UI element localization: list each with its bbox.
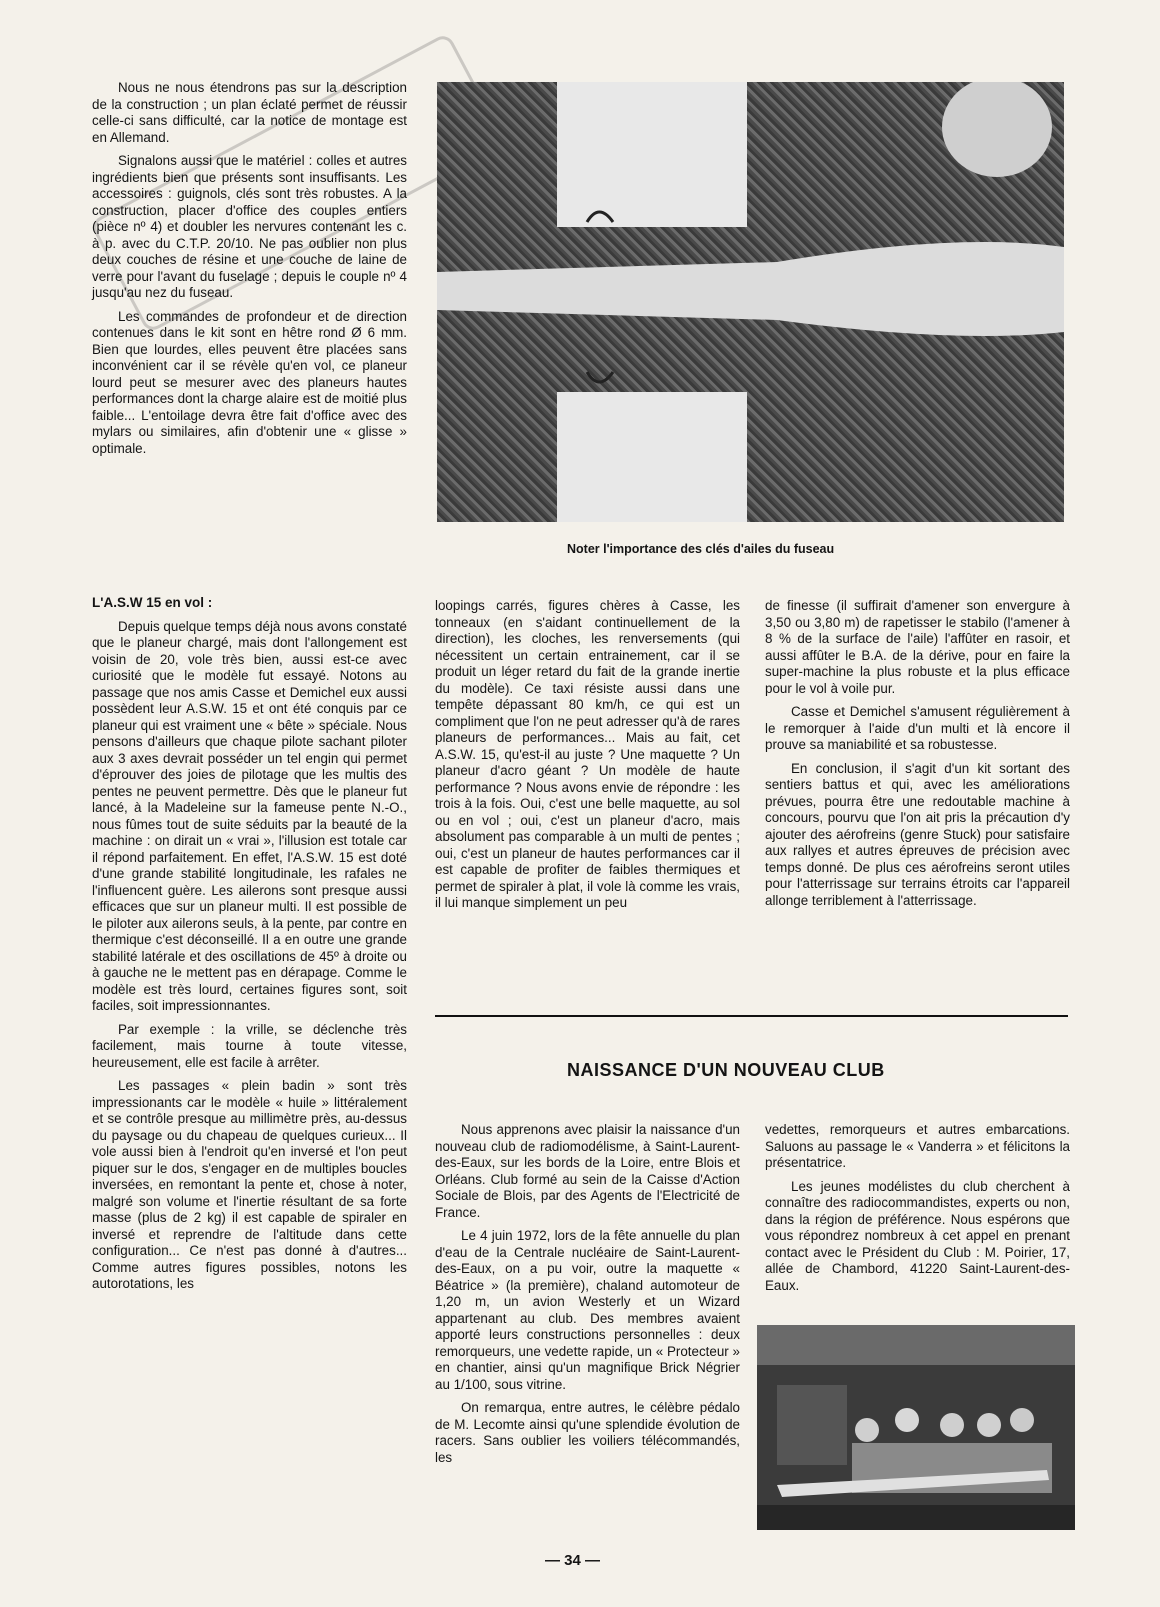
club-column-2 bbox=[765, 1122, 1070, 1301]
club-photo-illustration bbox=[757, 1325, 1075, 1530]
paragraph: Depuis quelque temps déjà nous avons constaté que le planeur chargé, mais dont l'allongement est voisin de 20, vole très bien, aussi est-ce avec curiosité que le modèle fut essayé. Notons au passage que nos amis Casse et Demichel eux aussi possèdent leur A.S.W. 15 et ont été conquis par ce planeur qui est vraiment une « bête » spéciale. Nous pensons d'ailleurs que chaque pilote sachant piloter aux 3 axes devrait posséder un tel engin qui permet d'éprouver des joies de pilotage que les multis des pentes ne peuvent permettre. Dès que le planeur fut lancé, à la Madeleine sur la fameuse pente N.-O., nous fûmes tout de suite séduits par la beauté de la machine : on dirait un « vrai », l'illusion est totale car il répond parfaitement. En effet, l'A.S.W. 15 est doté d'une grande stabilité longitudinale, les rafales ne l'influencent guère. Les ailerons sont presque aussi efficaces que sur un planeur multi. Il est possible de le piloter aux ailerons seuls, à la pente, par contre en thermique c'est déconseillé. Il a en outre une grande stabilité latérale et des oscillations de 45º à droite ou à gauche ne le mettent pas en dérapage. Comme le modèle est très lourd, certaines figures sont, soit faciles, soit impressionnantes. bbox=[92, 618, 407, 1013]
paragraph: Par exemple : la vrille, se déclenche très facilement, mais tourne à toute vitesse, heureusement, elle est facile à arrêter. bbox=[92, 1021, 407, 1070]
paragraph: Nous apprenons avec plaisir la naissance d'un nouveau club de radiomodélisme, à Saint-Laurent-des-Eaux, sur les bords de la Loire, entre Blois et Orléans. Club formé au sein de la Caisse d'Action Sociale de Blois, par des Agents de l'Electricité de France. bbox=[435, 1122, 740, 1220]
column-1-top bbox=[92, 80, 407, 464]
section-title: NAISSANCE D'UN NOUVEAU CLUB bbox=[567, 1060, 885, 1080]
column-3 bbox=[765, 598, 1070, 916]
paragraph: loopings carrés, figures chères à Casse, les tonneaux (en s'aidant continuellement de la direction), les cloches, les renversements (qui nécessitent un certain entrainement, car il se produit un léger retard du fait de la grande inertie du modèle). Ce taxi résiste aussi dans une tempête dépassant 80 km/h, ce qui est un compliment que l'on ne peut adresser qu'à de rares planeurs de performances... Mais au fait, cet A.S.W. 15, qu'est-il au juste ? Une maquette ? Un planeur d'acro géant ? Un modèle de haute performance ? Nous avons envie de répondre : les trois à la fois. Oui, c'est une belle maquette, au sol ou en vol ; oui, c'est un planeur d'acro, mais absolument pas comparable à un multi de pentes ; oui, c'est un planeur de hautes performances car il est capable de profiter de faibles thermiques et permet de spiraler à plat, il vole là comme les vrais, il lui manque simplement un peu bbox=[435, 598, 740, 910]
paragraph: Les jeunes modélistes du club cherchent à connaître des radiocommandistes, experts ou non, dans la région de préférence. Nous espérons que vous répondrez nombreux à cet appel en prenant contact avec le Président du Club : M. Poirier, 17, allée de Chambord, 41220 Saint-Laurent-des-Eaux. bbox=[765, 1178, 1070, 1293]
club-members-photo bbox=[757, 1325, 1075, 1530]
paragraph: de finesse (il suffirait d'amener son envergure à 3,50 ou 3,80 m) de rapetisser le stabilo (l'amener à 8 % de la surface de l'aile) l'affûter en rasoir, et aussi affûter le B.A. de la dérive, pour en faire la super-machine la plus robuste et la plus efficace pour le vol à voile pur. bbox=[765, 598, 1070, 696]
paragraph: On remarqua, entre autres, le célèbre pédalo de M. Lecomte ainsi qu'une splendide évolution de racers. Sans oublier les voiliers télécommandés, les bbox=[435, 1400, 740, 1465]
paragraph: Signalons aussi que le matériel : colles et autres ingrédients bien que présents sont insuffisants. Les accessoires : guignols, clés sont très robustes. A la construction, placer d'office des couples entiers (pièce nº 4) et doubler les nervures contenant les c. à p. avec du C.T.P. 20/10. Ne pas oublier non plus deux couches de résine et une couche de laine de verre pour l'avant du fuselage ; depuis le couple nº 4 jusqu'au nez du fuseau. bbox=[92, 153, 407, 300]
photo-caption: Noter l'importance des clés d'ailes du fuseau bbox=[567, 542, 835, 556]
paragraph: Casse et Demichel s'amusent régulièrement à le remorquer à l'aide d'un multi et là encore il prouve sa maniabilité et sa robustesse. bbox=[765, 704, 1070, 752]
paragraph: Nous ne nous étendrons pas sur la description de la construction ; un plan éclaté permet de réussir celle-ci sans difficulté, car la notice de montage est en Allemand. bbox=[92, 80, 407, 145]
column-2 bbox=[435, 598, 740, 919]
paragraph: En conclusion, il s'agit d'un kit sortant des sentiers battus et qui, avec les améliorations prévues, pourra être une redoutable machine à concours, pourvu que l'on ait pris la précaution d'y ajouter des aérofreins (genre Stuck) pour satisfaire aux rallyes et autres épreuves de précision avec temps donné. De plus ces aérofreins seront utiles pour l'atterrissage sur terrains étroits car l'appareil allonge terriblement à l'atterrissage. bbox=[765, 760, 1070, 908]
page-number: — 34 — bbox=[545, 1552, 601, 1569]
glider-fuselage-photo bbox=[437, 82, 1064, 522]
column-1-bottom bbox=[92, 595, 407, 1300]
paragraph: Les commandes de profondeur et de direction contenues dans le kit sont en hêtre rond Ø 6 mm. Bien que lourdes, elles peuvent être placées sans inconvénient car il se révèle qu'en vol, ce planeur lourd peut se mesurer avec des planeurs hautes performances dont la charge alaire est de moitié plus faible... L'entoilage devra être fait d'office avec des mylars ou similaires, afin d'obtenir une « glisse » optimale. bbox=[92, 308, 407, 456]
paragraph: vedettes, remorqueurs et autres embarcations. Saluons au passage le « Vanderra » et félicitons la présentatrice. bbox=[765, 1122, 1070, 1170]
paragraph: Le 4 juin 1972, lors de la fête annuelle du plan d'eau de la Centrale nucléaire de Saint-Laurent-des-Eaux, on a pu voir, outre la maquette « Béatrice » (la première), chaland automoteur de 1,20 m, un avion Westerly et un Wizard appartenant au club. Des membres avaient apporté leurs constructions personnelles : deux remorqueurs, une vedette rapide, un « Protecteur » en chantier, ainsi qu'un magnifique Brick Négrier au 1/100, sous vitrine. bbox=[435, 1228, 740, 1392]
section-heading: L'A.S.W 15 en vol : bbox=[92, 595, 213, 610]
club-column-1 bbox=[435, 1122, 740, 1473]
section-divider bbox=[435, 1015, 1068, 1017]
paragraph: Les passages « plein badin » sont très impressionants car le modèle « huile » littéralement et se contrôle presque au millimètre près, au-dessus du paysage ou du chapeau de quelques curieux... Il vole aussi bien à l'endroit qu'en inversé et l'on peut piquer sur le dos, s'engager en de multiples boucles inversées, en remontant la pente et, chose à noter, malgré son volume et l'inertie résultant de sa forte masse (plus de 2 kg) il est capable de spiraler en inversé et reprendre de l'altitude dans cette configuration... Ce n'est pas donné à d'autres... Comme autres figures possibles, notons les autorotations, les bbox=[92, 1078, 407, 1291]
fuselage-illustration bbox=[437, 82, 1064, 522]
